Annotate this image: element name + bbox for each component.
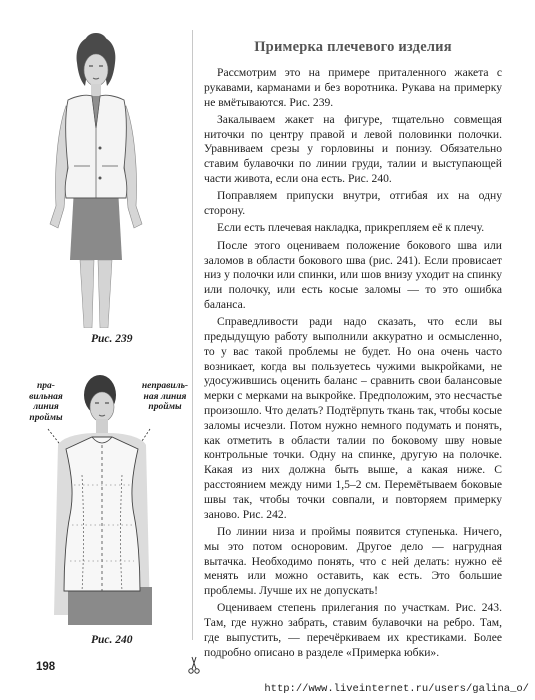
- scissors-icon: [188, 656, 200, 674]
- paragraph: Справедливости ради надо сказать, что если вы предыдущую работу выполнили аккуратно и осмысленно, то у вас такой проблемы не будет. Но она очень часто возникает, когда вы пользуетесь чужими выкройками, не удосужившись оценить баланс – сравнить свои балансовые мерки с мерками на выкройке. Предположим, это несчастье произошло. Что делать? Подтёрпуть ткань так, чтобы косые заломы исчезли. Потом нужно немного подумать и понять, как отметить в области талии по боковому шву новые контрольные точки. Одну на спинке, другую на полочке. Какая из них должна быть выше, а какая ниже. С расстоянием между ними 1,5–2 см. Перемётываем боковые швы так, чтобы точки совпали, и повторяем примерку заново. Рис. 242.: [204, 315, 502, 521]
- paragraph: Поправляем припуски внутри, отгибая их на одну сторону.: [204, 189, 502, 218]
- paragraph: Закалываем жакет на фигуре, тщательно совмещая ниточки по центру правой и левой половинки полочки. Уравниваем срезы у горловины и понизу. Обязательно ставим булавочки по линии груди, талии и выступающей части живота, если она есть. Рис. 240.: [204, 112, 502, 186]
- figure-239-caption: Рис. 239: [91, 333, 133, 345]
- paragraph: Оцениваем степень прилегания по участкам. Рис. 243. Там, где нужно забрать, ставим булавочки на ребро. Там, где выпустить, — перечёркиваем их крестиками. Более подробно описано в разделе «Примерка юбки».: [204, 601, 502, 659]
- paragraph: Рассмотрим это на примере приталенного жакета с рукавами, карманами и без воротника. Рукава на примерку не вмётываются. Рис. 239.: [204, 66, 502, 109]
- woman-in-jacket-illustration: [0, 28, 190, 328]
- figure-239-illustration: [0, 28, 190, 328]
- figure-240-caption: Рис. 240: [91, 634, 133, 646]
- paragraph: Если есть плечевая накладка, прикрепляем её к плечу.: [217, 221, 485, 235]
- correct-armhole-line-note: пра- вильная линия проймы: [29, 381, 63, 423]
- article-body: [204, 66, 502, 663]
- column-divider: [192, 30, 193, 640]
- section-title: Примерка плечевого изделия: [254, 39, 452, 55]
- paragraph: По линии низа и проймы появится ступенька. Ничего, мы это потом оснoровим. Другое дело — нагрудная вытачка. Необходимо понять, что с ней делать: нужно её менять или можно оставить, как есть. Это большие проблемы. Лучше их не допускать!: [204, 524, 502, 598]
- jacket-fitting-illustration: [0, 365, 190, 630]
- page-number: 198: [36, 661, 56, 673]
- source-watermark: http://www.liveinternet.ru/users/galina_o/: [264, 683, 529, 695]
- incorrect-armhole-line-note: неправиль- ная линия проймы: [141, 381, 189, 412]
- paragraph: После этого оцениваем положение бокового шва или заломов в области бокового шва (рис. 241). Если провисает низ у полочки или спинки, или шов внизу уходит на спинку или полочку, или есть косые заломы — то это ошибка баланса.: [204, 238, 502, 311]
- figure-240-illustration: [0, 365, 190, 630]
